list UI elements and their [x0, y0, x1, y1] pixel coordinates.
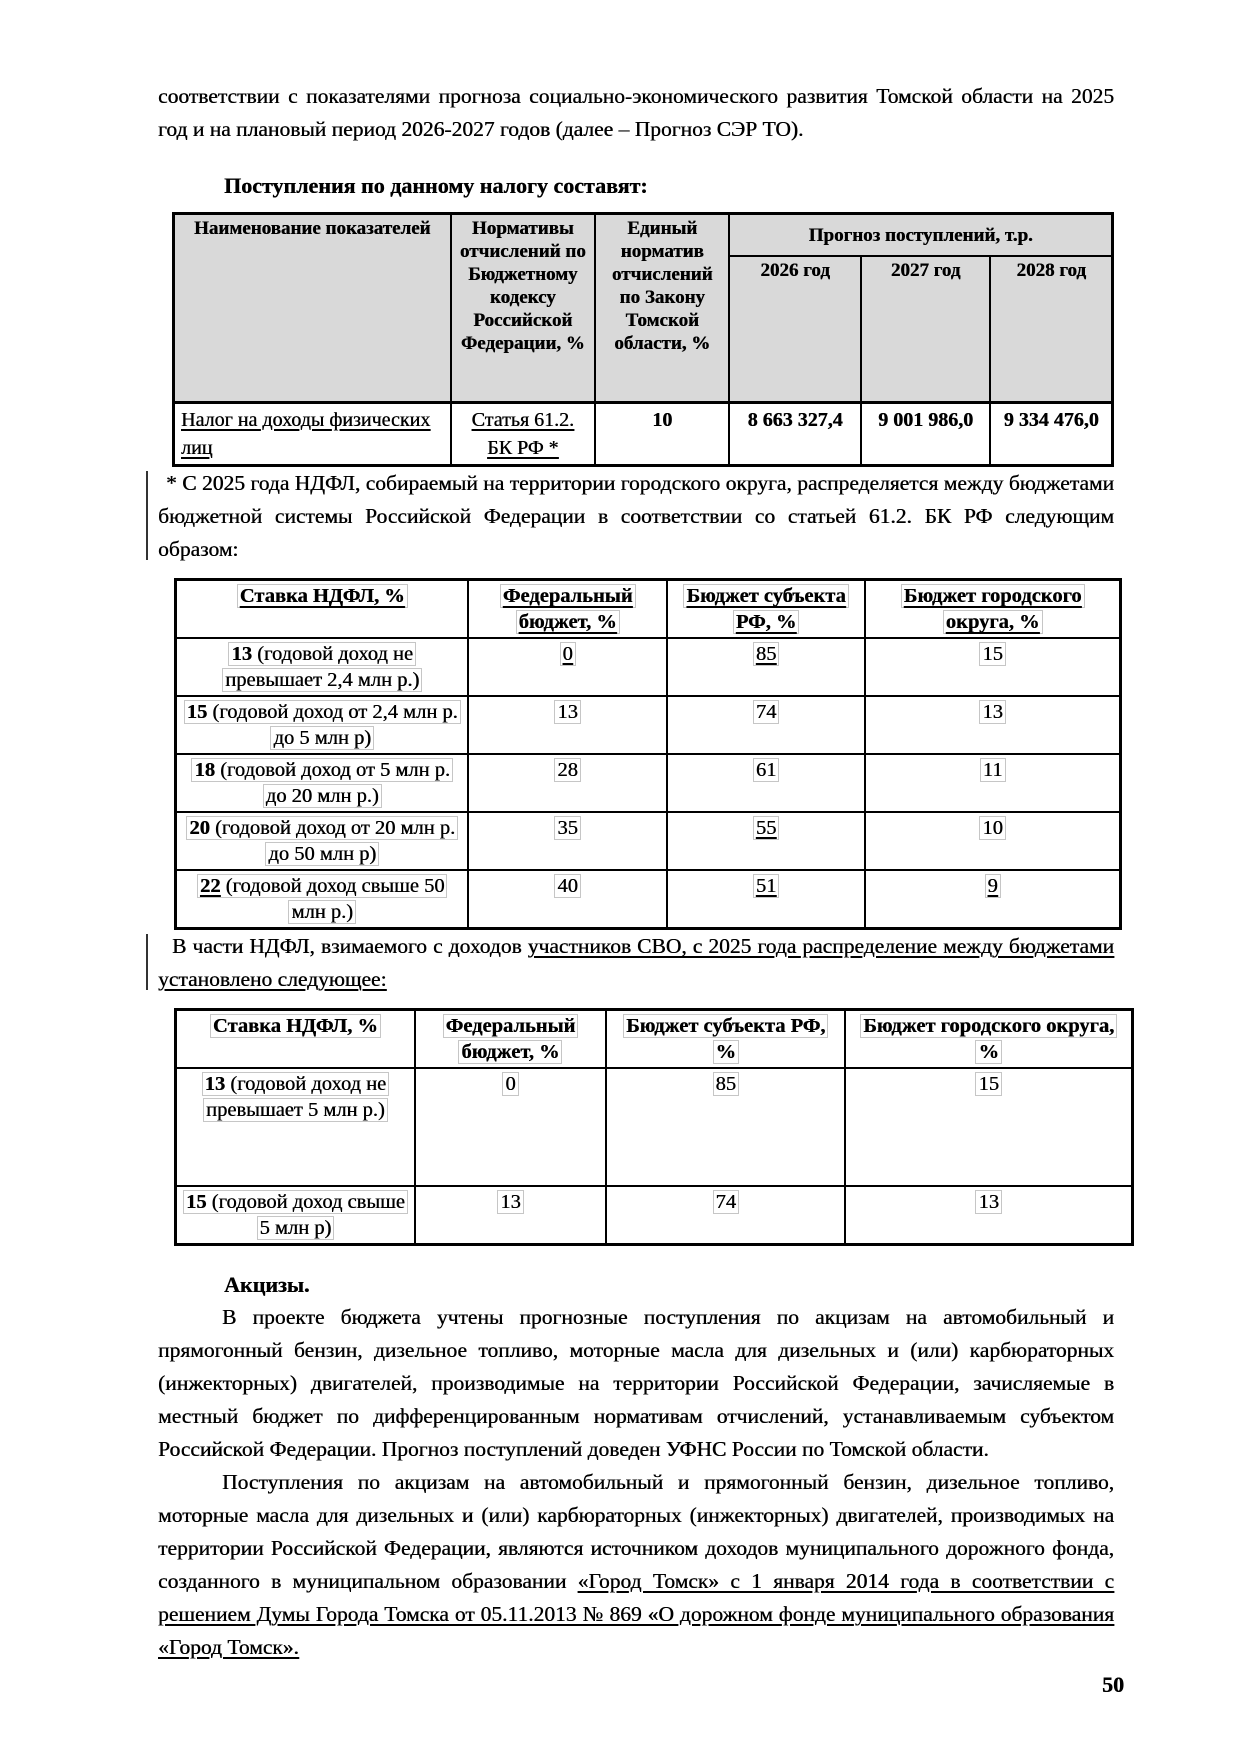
- forecast-2026-cell: 8 663 327,4: [729, 403, 860, 466]
- col-header-city-budget: Бюджет городского округа, %: [845, 1010, 1132, 1069]
- rate-description-cell: 13 (годовой доход не превышает 2,4 млн р.): [176, 638, 469, 696]
- col-header-federal-budget: Федеральный бюджет, %: [468, 580, 666, 639]
- rate-description-cell: 13 (годовой доход не превышает 5 млн р.): [176, 1068, 415, 1186]
- share-value-cell: 40: [468, 870, 666, 929]
- share-value-cell: 0: [415, 1068, 606, 1186]
- col-header-federal-budget: Федеральный бюджет, %: [415, 1010, 606, 1069]
- share-value-cell: 51: [667, 870, 865, 929]
- tax-section-heading: Поступления по данному налогу составят:: [224, 173, 648, 198]
- share-value-cell: 15: [845, 1068, 1132, 1186]
- rate-row: [176, 754, 1121, 812]
- norm-cell: 10: [595, 403, 729, 466]
- excise-heading: Акцизы.: [224, 1272, 310, 1297]
- bk-article-cell: Статья 61.2. БК РФ *: [451, 403, 596, 466]
- share-value-cell: 61: [667, 754, 865, 812]
- forecast-2028-cell: 9 334 476,0: [990, 403, 1112, 466]
- col-header-year-2028: 2028 год: [990, 256, 1112, 403]
- col-header-forecast-group: Прогноз поступлений, т.р.: [729, 214, 1112, 257]
- excise-paragraph-1: В проекте бюджета учтены прогнозные поступления по акцизам на автомобильный и прямогонный бензин, дизельное топливо, моторные масла для дизельных и (или) карбюраторных (инжекторных) двигателей, производимые на территории Российской Федерации, зачисляемые в местный бюджет по дифференцированным нормативам отчислений, устанавливаемым субъектом Российской Федерации. Прогноз поступлений доведен УФНС России по Томской области.: [158, 1305, 1114, 1461]
- share-value-cell: 28: [468, 754, 666, 812]
- ndfl-forecast-row: [174, 403, 1113, 466]
- rate-description-cell: 20 (годовой доход от 20 млн р. до 50 млн р): [176, 812, 469, 870]
- rate-row: [176, 638, 1121, 696]
- col-header-law-norm: Единый норматив отчислений по Закону Томской области, %: [595, 214, 729, 403]
- col-header-ndfl-rate: Ставка НДФЛ, %: [176, 580, 469, 639]
- share-value-cell: 15: [865, 638, 1120, 696]
- share-value-cell: 35: [468, 812, 666, 870]
- col-header-bk-norms: Нормативы отчислений по Бюджетному кодексу Российской Федерации, %: [451, 214, 596, 403]
- forecast-table: [172, 212, 1114, 467]
- page-number: 50: [1102, 1672, 1124, 1697]
- distribution-header-row: [176, 580, 1121, 639]
- excise-paragraph-2: Поступления по акцизам на автомобильный и прямогонный бензин, дизельное топливо, моторные масла для дизельных и (или) карбюраторных (инжекторных) двигателей, производимых на территории Российской Федерации, являются источником доходов муниципального дорожного фонда, созданного в муниципальном образовании «Город Томск» с 1 января 2014 года в соответствии с решением Думы Города Томска от 05.11.2013 № 869 «О дорожном фонде муниципального образования «Город Томск».: [158, 1470, 1114, 1659]
- share-value-cell: 74: [667, 696, 865, 754]
- share-value-cell: 10: [865, 812, 1120, 870]
- col-header-city-budget: Бюджет городского округа, %: [865, 580, 1120, 639]
- ndfl-distribution-table: [174, 578, 1122, 930]
- rate-description-cell: 18 (годовой доход от 5 млн р. до 20 млн р.): [176, 754, 469, 812]
- share-value-cell: 9: [865, 870, 1120, 929]
- col-header-ndfl-rate: Ставка НДФЛ, %: [176, 1010, 415, 1069]
- share-value-cell: 85: [667, 638, 865, 696]
- rate-row: [176, 1186, 1133, 1245]
- forecast-table-header-row: [174, 214, 1113, 257]
- share-value-cell: 13: [468, 696, 666, 754]
- col-header-subject-budget: Бюджет субъекта РФ, %: [606, 1010, 845, 1069]
- share-value-cell: 13: [865, 696, 1120, 754]
- share-value-cell: 11: [865, 754, 1120, 812]
- col-header-year-2027: 2027 год: [861, 256, 991, 403]
- col-header-subject-budget: Бюджет субъекта РФ, %: [667, 580, 865, 639]
- tax-name-cell: Налог на доходы физических лиц: [174, 403, 451, 466]
- col-header-indicator-name: Наименование показателей: [174, 214, 451, 403]
- share-value-cell: 55: [667, 812, 865, 870]
- rate-row: [176, 1068, 1133, 1186]
- rate-row: [176, 812, 1121, 870]
- ndfl-note-paragraph: * С 2025 года НДФЛ, собираемый на территории городского округа, распределяется между бюджетами бюджетной системы Российской Федерации в соответствии со статьей 61.2. БК РФ следующим образом:: [158, 467, 1114, 566]
- rate-description-cell: 15 (годовой доход от 2,4 млн р. до 5 млн р): [176, 696, 469, 754]
- svo-paragraph: В части НДФЛ, взимаемого с доходов участников СВО, с 2025 года распределение между бюджетами установлено следующее:: [158, 930, 1114, 996]
- share-value-cell: 74: [606, 1186, 845, 1245]
- col-header-year-2026: 2026 год: [729, 256, 860, 403]
- intro-paragraph: соответствии с показателями прогноза социально-экономического развития Томской области на 2025 год и на плановый период 2026-2027 годов (далее – Прогноз СЭР ТО).: [158, 84, 1114, 141]
- rate-description-cell: 15 (годовой доход свыше 5 млн р): [176, 1186, 415, 1245]
- svo-distribution-table: [174, 1008, 1134, 1246]
- share-value-cell: 13: [415, 1186, 606, 1245]
- rate-row: [176, 696, 1121, 754]
- rate-description-cell: 22 (годовой доход свыше 50 млн р.): [176, 870, 469, 929]
- share-value-cell: 13: [845, 1186, 1132, 1245]
- rate-row: [176, 870, 1121, 929]
- svo-table-header-row: [176, 1010, 1133, 1069]
- forecast-2027-cell: 9 001 986,0: [861, 403, 991, 466]
- share-value-cell: 85: [606, 1068, 845, 1186]
- share-value-cell: 0: [468, 638, 666, 696]
